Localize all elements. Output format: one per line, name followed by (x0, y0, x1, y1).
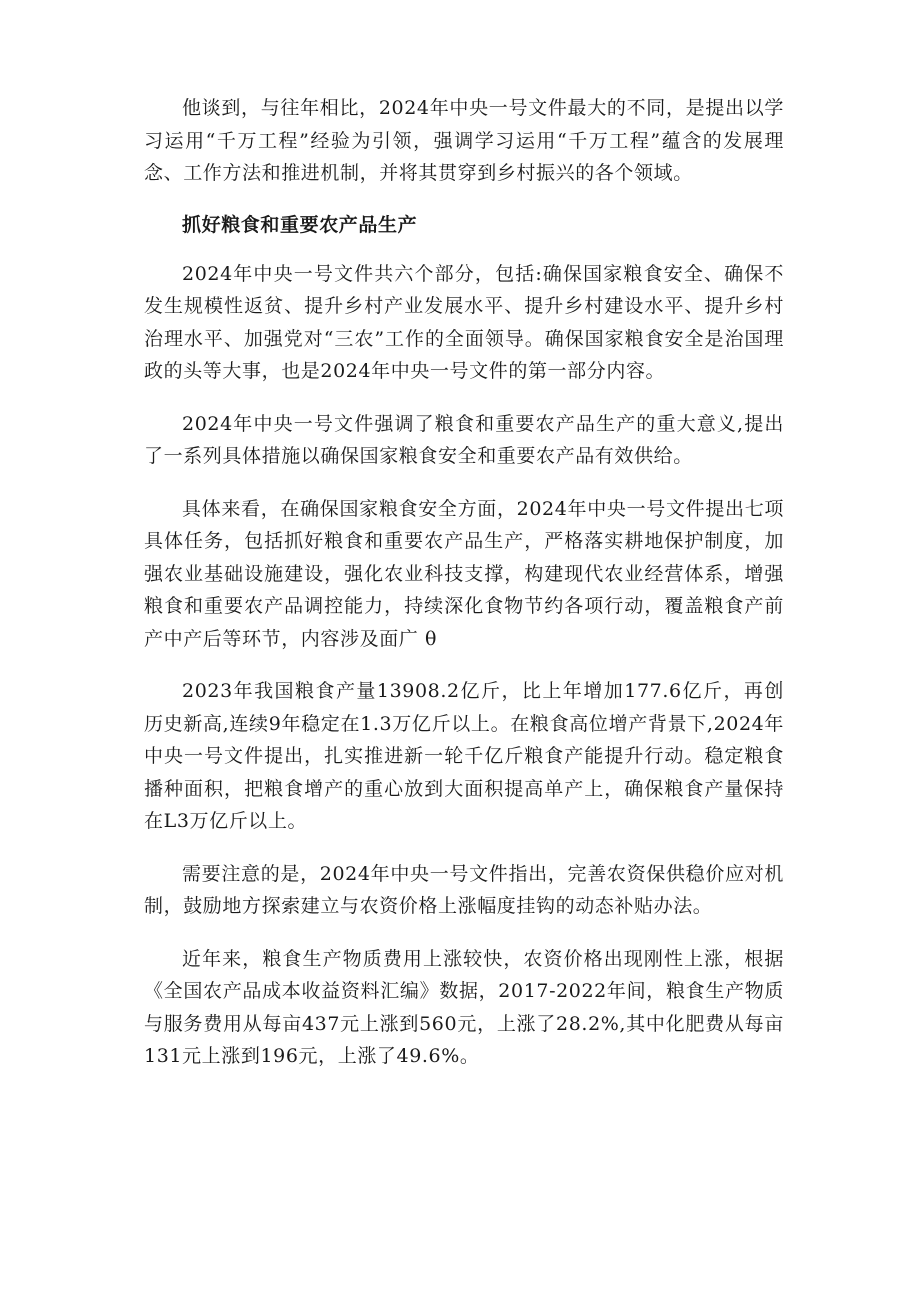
paragraph: 2024年中央一号文件强调了粮食和重要农产品生产的重大意义,提出了一系列具体措施以确保国家粮食安全和重要农产品有效供给。 (144, 412, 784, 467)
paragraph: 2024年中央一号文件共六个部分，包括:确保国家粮食安全、确保不发生规模性返贫、提升乡村产业发展水平、提升乡村建设水平、提升乡村治理水平、加强党对“三农”工作的全面领导。确保国家粮食安全是治国理政的头等大事，也是2024年中央一号文件的第一部分内容。 (144, 262, 784, 382)
paragraph: 具体来看，在确保国家粮食安全方面，2024年中央一号文件提出七项具体任务，包括抓好粮食和重要农产品生产，严格落实耕地保护制度，加强农业基础设施建设，强化农业科技支撑，构建现代农业经营体系，增强粮食和重要农产品调控能力，持续深化食物节约各项行动，覆盖粮食产前产中产后等环节，内容涉及面广 θ (144, 497, 784, 650)
paragraph: 需要注意的是，2024年中央一号文件指出，完善农资保供稳价应对机制，鼓励地方探索建立与农资价格上涨幅度挂钩的动态补贴办法。 (144, 862, 784, 917)
section-heading: 抓好粮食和重要农产品生产 (182, 213, 418, 236)
paragraph: 他谈到，与往年相比，2024年中央一号文件最大的不同，是提出以学习运用“千万工程”经验为引领，强调学习运用“千万工程”蕴含的发展理念、工作方法和推进机制，并将其贯穿到乡村振兴的各个领域。 (144, 97, 784, 184)
paragraph: 近年来，粮食生产物质费用上涨较快，农资价格出现刚性上涨，根据《全国农产品成本收益资料汇编》数据，2017-2022年间，粮食生产物质与服务费用从每亩437元上涨到560元，上涨了28.2%,其中化肥费从每亩131元上涨到196元，上涨了49.6%。 (144, 947, 784, 1067)
document-page (144, 92, 784, 1093)
paragraph: 2023年我国粮食产量13908.2亿斤，比上年增加177.6亿斤，再创历史新高,连续9年稳定在1.3万亿斤以上。在粮食高位增产背景下,2024年中央一号文件提出，扎实推进新一轮千亿斤粮食产能提升行动。稳定粮食播种面积，把粮食增产的重心放到大面积提高单产上，确保粮食产量保持在L3万亿斤以上。 (144, 680, 784, 832)
